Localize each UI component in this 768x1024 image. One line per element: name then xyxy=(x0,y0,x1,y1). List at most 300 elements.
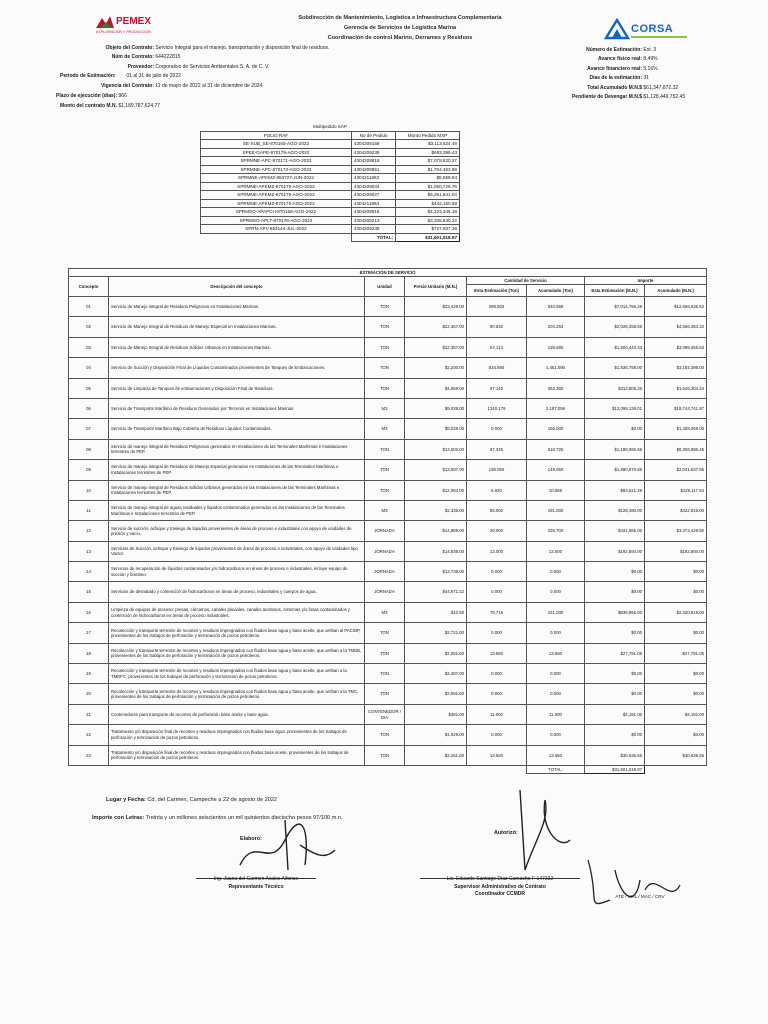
pedido-row xyxy=(201,225,460,234)
pedido-numero: 4304209213 xyxy=(351,216,395,225)
cell-acum-cantidad: 149.050 xyxy=(527,460,585,480)
pedido-monto: $9,251,841.04 xyxy=(396,191,460,200)
cell-est-cantidad: 87.345 xyxy=(467,439,527,459)
cell-descripcion: Recolección y transporte terrestre de recortes y residuos impregnados con fluidos base agua y base aceite, que arriban a la TMDB, provenientes de los trabajos de perforación y terminación de pozos petroleros. xyxy=(109,643,365,663)
cell-acum-cantidad: 0.000 xyxy=(527,562,585,582)
col-monto: Monto Pedido MXP xyxy=(396,131,460,140)
cell-acum-cantidad: 353.360 xyxy=(527,378,585,398)
multipedido-body xyxy=(201,140,460,234)
cell-acum-importe: $4,191.00 xyxy=(645,704,707,724)
cell-descripcion: Servicio de manejo integral de Residuos Peligrosos generados en Instalaciones de las Terminales Marítimas e Instalaciones terrestres de PEP. xyxy=(109,439,365,459)
info-monto: Monto del contrato M.N. $1,189,787,624.77 xyxy=(60,103,161,109)
cell-precio-unitario: $10.50 xyxy=(405,602,467,622)
cell-precio-unitario: $381.00 xyxy=(405,704,467,724)
estimacion-row xyxy=(69,521,707,541)
pedido-monto: $3,335,840.22 xyxy=(396,216,460,225)
col-folio: FOLIO RAF xyxy=(201,131,352,140)
pedido-numero: 4304209239 xyxy=(351,148,395,157)
header-line-2: Gerencia de Servicios de Logística Marina xyxy=(343,25,457,31)
pedido-folio: SPRMNE-APC-870173-AGO-2022 xyxy=(201,165,352,174)
info-contrato: Núm de Contrato: 644222815 xyxy=(111,54,181,60)
autorizo-role-1: Supervisor Administrativo de Contrato xyxy=(454,884,546,890)
cell-acum-importe: $0.00 xyxy=(645,562,707,582)
cell-est-cantidad: 0.000 xyxy=(467,623,527,643)
estimacion-row xyxy=(69,623,707,643)
cell-unidad: TON xyxy=(365,378,405,398)
pedido-numero: 4304208818 xyxy=(351,157,395,166)
cell-acum-importe: $0.00 xyxy=(645,582,707,602)
pedido-row xyxy=(201,208,460,217)
cell-precio-unitario: $2,591.00 xyxy=(405,684,467,704)
cell-precio-unitario: $2,336.00 xyxy=(405,500,467,520)
cell-acum-cantidad: 226.700 xyxy=(527,521,585,541)
col-est-mn: Esta Estimación (M.N.) xyxy=(585,285,645,297)
cell-unidad: TON xyxy=(365,358,405,378)
elaboro-signature xyxy=(230,815,340,880)
cell-est-importe: $30,636.55 xyxy=(585,745,645,765)
pedido-row xyxy=(201,174,460,183)
cell-precio-unitario: $13,602.00 xyxy=(405,439,467,459)
info-avance-fisico: Avance físico real: 8.49% xyxy=(597,56,658,62)
pedido-folio: SPRMNE-APKMZ-870175-AGO-2022 xyxy=(201,199,352,208)
cell-acum-cantidad: 0.000 xyxy=(527,582,585,602)
pedido-numero: 4304209027 xyxy=(351,191,395,200)
cell-concepto: 09 xyxy=(69,460,109,480)
estimacion-row xyxy=(69,582,707,602)
pedido-folio: SPRMNE-APKMZ-870175-AGO-2022 xyxy=(201,182,352,191)
cell-unidad: TON xyxy=(365,623,405,643)
estimacion-row xyxy=(69,378,707,398)
elaboro-name: Ing. Juana del Carmen Avalos Alfonso xyxy=(213,876,299,882)
cell-acum-cantidad: 0.000 xyxy=(527,725,585,745)
estimacion-row xyxy=(69,602,707,622)
cell-est-cantidad: 0.000 xyxy=(467,582,527,602)
cell-unidad: TON xyxy=(365,684,405,704)
cell-unidad: M3 xyxy=(365,419,405,439)
corsa-underline xyxy=(631,36,687,38)
cell-precio-unitario: $14,885.00 xyxy=(405,521,467,541)
cell-descripcion: Recolección y transporte terrestre de recortes y residuos impregnados con fluidos base agua y base aceite, que arriban a la TMC, provenientes de los trabajos de perforación y terminación de pozos petroleros. xyxy=(109,684,365,704)
cell-descripcion: Tratamiento y/o disposición final de recortes y residuos impregnados con fluidos base aceite, provenientes de los trabajos de perforación y terminación de pozos petroleros. xyxy=(109,745,365,765)
estimacion-row xyxy=(69,562,707,582)
cell-unidad: JORNADA xyxy=(365,582,405,602)
cell-concepto: 15 xyxy=(69,582,109,602)
cell-acum-cantidad: 2,187.056 xyxy=(527,398,585,418)
pedido-monto: $5,558.84 xyxy=(396,174,460,183)
cell-precio-unitario: $9,028.00 xyxy=(405,398,467,418)
pedido-row xyxy=(201,191,460,200)
pedido-monto: $693,399.43 xyxy=(396,148,460,157)
cell-est-cantidad: 138.050 xyxy=(467,460,527,480)
pedido-folio: SPRMNE-APKMZ-853727-JUN-2022 xyxy=(201,174,352,183)
cell-unidad: JORNADA xyxy=(365,541,405,561)
cell-est-cantidad: 6.920 xyxy=(467,480,527,500)
pedido-folio: SPRMSO-APLT-870176-AGO-2022 xyxy=(201,216,352,225)
cell-acum-cantidad: 10.665 xyxy=(527,480,585,500)
cell-est-importe: $1,500,443.33 xyxy=(585,337,645,357)
cell-est-importe: $1,836,758.00 xyxy=(585,358,645,378)
cell-acum-importe: $2,320,815.00 xyxy=(645,602,707,622)
cell-est-importe: $836,955.00 xyxy=(585,602,645,622)
pedido-folio: SPEE-GAPE-870179-AGO-2022 xyxy=(201,148,352,157)
pedido-folio: SE-SUB_SE-870165-AGO-2022 xyxy=(201,140,352,149)
info-objeto: Objeto del Contrato: Servicio Integral para el manejo, transportación y disposición final de residuos. xyxy=(105,45,330,51)
cell-concepto: 13 xyxy=(69,541,109,561)
info-avance-financiero: Avance financiero real: 5.16% xyxy=(587,66,658,72)
cell-concepto: 10 xyxy=(69,480,109,500)
estimacion-row xyxy=(69,684,707,704)
cell-concepto: 05 xyxy=(69,378,109,398)
estimacion-row xyxy=(69,419,707,439)
cell-est-cantidad: 13.550 xyxy=(467,643,527,663)
cell-acum-cantidad: 204.253 xyxy=(527,317,585,337)
cell-descripcion: Servicio de succión, achique y trasiego de líquidos provenientes de áreas de proceso e industriales con apoyo de unidades de presión y vacío. xyxy=(109,521,365,541)
pedido-row xyxy=(201,199,460,208)
cell-unidad: TON xyxy=(365,297,405,317)
pedido-numero: 4304209034 xyxy=(351,182,395,191)
pedido-monto: $442,160.88 xyxy=(396,199,460,208)
corsa-name: CORSA xyxy=(631,23,674,35)
pedido-numero: 4304208816 xyxy=(351,208,395,217)
cell-est-importe: $0.00 xyxy=(585,725,645,745)
cell-est-cantidad: 834.890 xyxy=(467,358,527,378)
multipedido-table xyxy=(200,123,460,242)
cell-est-importe: $27,791.05 xyxy=(585,643,645,663)
estimacion-row xyxy=(69,460,707,480)
initials-signatures xyxy=(580,850,690,920)
cell-acum-cantidad: 13.550 xyxy=(527,745,585,765)
cell-acum-cantidad: 138.590 xyxy=(527,337,585,357)
multipedido-title: Multipedido SAP xyxy=(313,124,347,130)
cell-precio-unitario: $44,971.22 xyxy=(405,582,467,602)
cell-descripcion: Servicio de Manejo integral de Residuos Peligrosos en Instalaciones Marinas. xyxy=(109,297,365,317)
cell-concepto: 21 xyxy=(69,704,109,724)
cell-unidad: M3 xyxy=(365,500,405,520)
cell-est-cantidad: 298.503 xyxy=(467,297,527,317)
cell-est-importe: $192,894.00 xyxy=(585,541,645,561)
estimacion-row xyxy=(69,704,707,724)
cell-est-importe: $1,890,870.85 xyxy=(585,460,645,480)
pedido-folio: SPRMSO-APAPCH-870168-AGO-2022 xyxy=(201,208,352,217)
cell-acum-cantidad: 1,451.090 xyxy=(527,358,585,378)
cell-est-cantidad: 29.000 xyxy=(467,521,527,541)
cell-est-importe: $0.00 xyxy=(585,419,645,439)
pemex-name: PEMEX xyxy=(116,16,152,27)
cell-precio-unitario: $14,838.00 xyxy=(405,541,467,561)
cell-unidad: TON xyxy=(365,725,405,745)
autorizo-label: Autorizó: xyxy=(494,830,518,836)
cell-precio-unitario: $22,357.00 xyxy=(405,337,467,357)
pedido-row xyxy=(201,165,460,174)
cell-acum-cantidad: 221,030 xyxy=(527,602,585,622)
cell-concepto: 02 xyxy=(69,317,109,337)
cell-acum-cantidad: 0.000 xyxy=(527,664,585,684)
cell-acum-importe: $3,192,398.00 xyxy=(645,358,707,378)
cell-descripcion: Servicio de manejo integral de aguas residuales y líquidos contaminados generados en las Instalaciones de las Terminales Marítimas e Instalaciones terrestres de PEP. xyxy=(109,500,365,520)
autorizo-signature xyxy=(490,780,580,880)
cell-est-cantidad: 90.632 xyxy=(467,317,527,337)
cell-acum-cantidad: 13.550 xyxy=(527,643,585,663)
col-importe: Importe xyxy=(585,277,707,285)
cell-acum-importe: $0.00 xyxy=(645,664,707,684)
cell-precio-unitario: $22,357.00 xyxy=(405,317,467,337)
cell-descripcion: Contenedores para transporte de recortes de perforación base aceite y base agua. xyxy=(109,704,365,724)
cell-descripcion: Limpieza de equipos de proceso: presas, cárcamos, canales pluviales, canales aceitosos, cisternas y/o fosas contaminados y contención de hidrocarburos en áreas de proceso industriales. xyxy=(109,602,365,622)
estimacion-row xyxy=(69,317,707,337)
cell-acum-cantidad: 0.000 xyxy=(527,684,585,704)
cell-descripcion: Servicios de desnatado y contención de hidrocarburos en áreas de proceso, industriales y cuerpos de agua. xyxy=(109,582,365,602)
info-num-estimacion: Número de Estimación: Est. 3 xyxy=(586,47,657,53)
cell-acum-importe: $3,098,456.63 xyxy=(645,337,707,357)
info-plazo: Plazo de ejecución (días): 966 xyxy=(56,93,127,99)
cell-unidad: JORNADA xyxy=(365,521,405,541)
info-pendiente: Pendiente de Devengar M.N.$ $1,128,449,752.45 xyxy=(571,94,686,100)
cell-precio-unitario: $2,721.00 xyxy=(405,623,467,643)
cell-est-cantidad: 67.113 xyxy=(467,337,527,357)
cell-concepto: 23 xyxy=(69,745,109,765)
cell-descripcion: Servicio de Manejo Integral de Residuos Sólidos Urbanos en Instalaciones Marinas. xyxy=(109,337,365,357)
cell-est-cantidad: 0.000 xyxy=(467,562,527,582)
cell-est-importe: $431,665.00 xyxy=(585,521,645,541)
cell-unidad: JORNADA xyxy=(365,562,405,582)
cell-unidad: TON xyxy=(365,317,405,337)
cell-precio-unitario: $9,028.00 xyxy=(405,419,467,439)
cell-concepto: 17 xyxy=(69,623,109,643)
cell-concepto: 06 xyxy=(69,398,109,418)
col-acum-mn: Acumulado (M.N.) xyxy=(645,285,707,297)
estimacion-row xyxy=(69,398,707,418)
pedido-monto: $4,223,346.19 xyxy=(396,208,460,217)
cell-descripcion: Servicio de manejo integral de Residuos Sólidos Urbanos generados en las Instalaciones de las Terminales Marítimas e Instalaciones terrestres de PEP. xyxy=(109,480,365,500)
pedido-row xyxy=(201,140,460,149)
importe-letras: Importe con Letras: Treinta y un millones seiscientos un mil quinientos dieciocho pesos 97/100 m.n. xyxy=(92,815,343,821)
cell-acum-importe: $30,636.55 xyxy=(645,745,707,765)
pedido-numero: 4304211963 xyxy=(351,174,395,183)
pedido-numero: 4304208158 xyxy=(351,140,395,149)
cell-concepto: 01 xyxy=(69,297,109,317)
estimacion-total-value: $31,601,518.97 xyxy=(585,765,645,773)
col-est-ton: Esta Estimación (Ton) xyxy=(467,285,527,297)
cell-precio-unitario: $1,925.00 xyxy=(405,725,467,745)
cell-est-importe: $0.00 xyxy=(585,582,645,602)
cell-est-cantidad: 1340.179 xyxy=(467,398,527,418)
estimacion-row xyxy=(69,480,707,500)
estimacion-row xyxy=(69,358,707,378)
pedido-row xyxy=(201,216,460,225)
cell-est-importe: $2,026,259.66 xyxy=(585,317,645,337)
info-vigencia: Vigencia del Contrato: 11 de mayo de 2022 al 31 de diciembre de 2024 xyxy=(101,83,263,89)
estimacion-row xyxy=(69,439,707,459)
autorizo-role-2: Coordinador CCMDR xyxy=(475,891,525,897)
cell-descripcion: Servicios de Succión, achique y trasiego de líquidos provenientes de áreas de proceso e industriales, con apoyo de unidades tipo Vactor. xyxy=(109,541,365,561)
cell-est-cantidad: 0.000 xyxy=(467,684,527,704)
estimacion-total-label: TOTAL: xyxy=(527,765,585,773)
cell-acum-importe: $2,041,537.85 xyxy=(645,460,707,480)
estimacion-row xyxy=(69,643,707,663)
cell-descripcion: Recolección y transporte terrestre de recortes y residuos impregnados con fluidos base agua y base aceite, que arriban al PAC/BP, provenientes de los trabajos de perforación y terminación de pozos petroleros. xyxy=(109,623,365,643)
col-acum-ton: Acumulado (Ton) xyxy=(527,285,585,297)
cell-descripcion: Servicios de recuperación de líquidos contaminados y/o hidrocarburos en áreas de proceso e industriales, incluye equipo de succión y bombeo. xyxy=(109,562,365,582)
elaboro-label: Elaboro: xyxy=(240,836,262,842)
cell-descripcion: Servicio de Limpieza de Tanques de embarcaciones y Disposición Final de Residuos. xyxy=(109,378,365,398)
cell-precio-unitario: $2,487.00 xyxy=(405,664,467,684)
cell-concepto: 12 xyxy=(69,521,109,541)
cell-descripcion: Servicio de Transporte Marítimo de Residuos Generados por Terceros en Instalaciones Marinas. xyxy=(109,398,365,418)
cell-acum-importe: $0.00 xyxy=(645,725,707,745)
pemex-logo xyxy=(94,10,164,38)
pedido-folio: SPRMNE-APKMZ-870175-AGO-2022 xyxy=(201,191,352,200)
cell-est-importe: $128,480.00 xyxy=(585,500,645,520)
cell-unidad: M3 xyxy=(365,602,405,622)
cell-concepto: 07 xyxy=(69,419,109,439)
info-dias: Días de la estimación: 31 xyxy=(589,75,649,81)
pedido-monto: $727,637.36 xyxy=(396,225,460,234)
estimacion-row xyxy=(69,500,707,520)
estimacion-row xyxy=(69,541,707,561)
col-pedido: No de Pedido xyxy=(351,131,395,140)
cell-concepto: 03 xyxy=(69,337,109,357)
info-periodo: Periodo de Estimación: 01 al 31 de julio de 2022 xyxy=(60,73,181,79)
cell-acum-importe: $1,646,304.24 xyxy=(645,378,707,398)
cell-est-cantidad: 67.140 xyxy=(467,378,527,398)
cell-unidad: TON xyxy=(365,643,405,663)
cell-unidad: TON xyxy=(365,337,405,357)
pedido-folio: SPRMNE-APC-870171-AGO-2022 xyxy=(201,157,352,166)
cell-acum-cantidad: 610.725 xyxy=(527,439,585,459)
cell-unidad: TON xyxy=(365,664,405,684)
cell-est-cantidad: 11.000 xyxy=(467,704,527,724)
cell-acum-importe: $192,894.00 xyxy=(645,541,707,561)
cell-est-importe: $4,191.00 xyxy=(585,704,645,724)
col-precio: Precio Unitario (M.N.) xyxy=(405,277,467,297)
cell-acum-importe: $8,306,996.45 xyxy=(645,439,707,459)
estimacion-row xyxy=(69,745,707,765)
pemex-subtitle: EXPLORACIÓN Y PRODUCCIÓN xyxy=(96,30,151,34)
cell-acum-importe: $12,666,535.62 xyxy=(645,297,707,317)
cell-precio-unitario: $4,659.00 xyxy=(405,378,467,398)
cell-concepto: 19 xyxy=(69,664,109,684)
cell-est-cantidad: 79,716 xyxy=(467,602,527,622)
cell-precio-unitario: $23,428.00 xyxy=(405,297,467,317)
cell-acum-importe: $129,117.54 xyxy=(645,480,707,500)
estimacion-table xyxy=(68,268,707,774)
cell-concepto: 08 xyxy=(69,439,109,459)
cell-precio-unitario: $2,051.00 xyxy=(405,643,467,663)
cell-descripcion: Servicio de manejo integral de Residuos de Manejo Especial generados en Instalaciones de las Terminales Marítimas e Instalaciones terrestres de PEP. xyxy=(109,460,365,480)
cell-unidad: TON xyxy=(365,439,405,459)
col-concepto: Concepto xyxy=(69,277,109,297)
cell-acum-importe: $3,374,429.50 xyxy=(645,521,707,541)
estimacion-row xyxy=(69,337,707,357)
cell-est-importe: $0.00 xyxy=(585,562,645,582)
cell-est-importe: $312,805.26 xyxy=(585,378,645,398)
estimacion-body xyxy=(69,297,707,766)
cell-acum-importe: $422,816.00 xyxy=(645,500,707,520)
cell-est-cantidad: 0.000 xyxy=(467,725,527,745)
cell-unidad: CONTENEDOR / DIA xyxy=(365,704,405,724)
cell-est-importe: $7,014,756.28 xyxy=(585,297,645,317)
info-proveedor: Proveedor: Corporativo de Servicios Ambientales S. A. de C. V. xyxy=(127,64,270,70)
cell-descripcion: Servicio de Succión y Disposición Final de Líquidos Contaminados provenientes de Tanques de Embarcaciones. xyxy=(109,358,365,378)
cell-est-importe: $0.00 xyxy=(585,623,645,643)
cell-acum-cantidad: 540.658 xyxy=(527,297,585,317)
pedido-monto: $1,704,463.89 xyxy=(396,165,460,174)
cell-acum-cantidad: 156.000 xyxy=(527,419,585,439)
autorizo-name: Lic. Eduardo Santiago Díaz Camacho F-147332 xyxy=(446,876,554,882)
pedido-row xyxy=(201,148,460,157)
cell-acum-importe: $0.00 xyxy=(645,684,707,704)
cell-est-cantidad: 55.000 xyxy=(467,500,527,520)
cell-acum-importe: $0.00 xyxy=(645,623,707,643)
cell-precio-unitario: $12,084.00 xyxy=(405,480,467,500)
cell-est-importe: $0.00 xyxy=(585,684,645,704)
cell-unidad: TON xyxy=(365,460,405,480)
cell-acum-importe: $19,744,741.87 xyxy=(645,398,707,418)
cell-concepto: 18 xyxy=(69,643,109,663)
cell-precio-unitario: $13,697.00 xyxy=(405,460,467,480)
header-line-3: Coordinación de control Marino, Derrames y Residuos xyxy=(327,35,473,41)
info-total-acumulado: Total Acumulado M.N.$ $61,347,872.32 xyxy=(587,85,679,91)
cell-est-importe: $1,188,066.69 xyxy=(585,439,645,459)
pedido-folio: SPRN-APV-853144-JUL-2022 xyxy=(201,225,352,234)
cell-concepto: 14 xyxy=(69,562,109,582)
pedido-numero: 4304211964 xyxy=(351,199,395,208)
multipedido-total-value: $31,601,518.97 xyxy=(396,233,460,242)
cell-concepto: 20 xyxy=(69,684,109,704)
col-unidad: Unidad xyxy=(365,277,405,297)
initials-legend: ATE / MAL / MAC / CRV xyxy=(615,894,665,899)
cell-acum-cantidad: 181.000 xyxy=(527,500,585,520)
pedido-numero: 4304208851 xyxy=(351,165,395,174)
cell-acum-importe: $4,566,484.32 xyxy=(645,317,707,337)
cell-est-importe: $12,099,136.01 xyxy=(585,398,645,418)
cell-acum-cantidad: 11.000 xyxy=(527,704,585,724)
elaboro-role: Representante Técnico xyxy=(228,884,284,890)
cell-descripcion: Servicio de Manejo Integral de Residuos de Manejo Especial en Instalaciones Marinas. xyxy=(109,317,365,337)
cell-est-cantidad: 0.000 xyxy=(467,664,527,684)
estimacion-row xyxy=(69,725,707,745)
cell-est-cantidad: 13.550 xyxy=(467,745,527,765)
corsa-logo xyxy=(604,18,694,44)
pedido-monto: $3,113,524.49 xyxy=(396,140,460,149)
cell-acum-cantidad: 13.000 xyxy=(527,541,585,561)
cell-est-importe: $83,621.28 xyxy=(585,480,645,500)
lugar-fecha: Lugar y Fecha: Cd. del Carmen, Campeche a 22 de agosto de 2022 xyxy=(106,797,278,803)
cell-concepto: 04 xyxy=(69,358,109,378)
cell-est-cantidad: 13.000 xyxy=(467,541,527,561)
cell-acum-cantidad: 0.000 xyxy=(527,623,585,643)
cell-concepto: 22 xyxy=(69,725,109,745)
pedido-monto: $7,079,820.27 xyxy=(396,157,460,166)
cell-acum-importe: $27,791.05 xyxy=(645,643,707,663)
cell-concepto: 16 xyxy=(69,602,109,622)
cell-unidad: TON xyxy=(365,745,405,765)
cell-descripcion: Recolección y transporte terrestre de recortes y residuos impregnados con fluidos base agua y base aceite, que arriban a la TMDFC, provenientes de los trabajos de perforación y terminación de pozos petroleros. xyxy=(109,664,365,684)
cell-unidad: M3 xyxy=(365,398,405,418)
cell-descripcion: Tratamiento y/o disposición final de recortes y residuos impregnados con fluidos base agua, provenientes de los trabajos de perforación y terminación de pozos petroleros. xyxy=(109,725,365,745)
multipedido-total-label: TOTAL: xyxy=(351,233,395,242)
cell-unidad: TON xyxy=(365,480,405,500)
estimacion-title: ESTIMACIÓN DE SERVICIO xyxy=(69,269,707,277)
cell-descripcion: Servicio de Transporte Marítimo Bajo Cubierta de Residuos Líquidos Contaminados. xyxy=(109,419,365,439)
corsa-emblem-icon xyxy=(604,18,630,40)
pedido-monto: $1,050,729.76 xyxy=(396,182,460,191)
cell-precio-unitario: $2,200.00 xyxy=(405,358,467,378)
cell-est-importe: $0.00 xyxy=(585,664,645,684)
col-cantidad: Cantidad de Servicio xyxy=(467,277,585,285)
cell-precio-unitario: $2,261.00 xyxy=(405,745,467,765)
cell-acum-importe: $1,408,368.00 xyxy=(645,419,707,439)
